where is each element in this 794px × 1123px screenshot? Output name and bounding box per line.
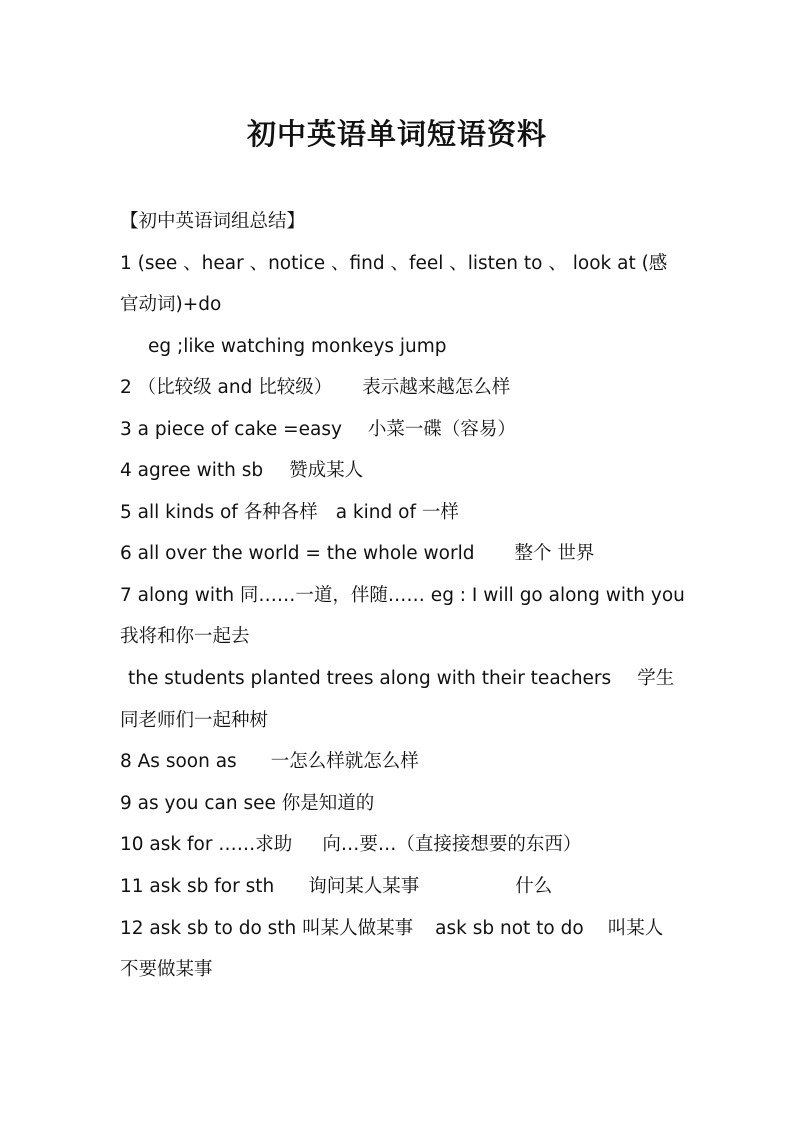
text-line: 官动词)+do (120, 294, 222, 315)
text-line: 2 （比较级 and 比较级） 表示越来越怎么样 (120, 377, 511, 398)
text-line: 12 ask sb to do sth 叫某人做某事 ask sb not to do 叫某人 (120, 918, 664, 939)
text-line: 4 agree with sb 赞成某人 (120, 460, 364, 481)
text-line: 7 along with 同……一道，伴随…… eg : I will go along with you (120, 585, 685, 606)
text-line: eg ;like watching monkeys jump (148, 336, 447, 357)
text-line: 10 ask for ……求助 向…要…（直接接想要的东西） (120, 834, 582, 855)
text-line: the students planted trees along with their teachers 学生 (128, 668, 675, 689)
document-title: 初中英语单词短语资料 (246, 117, 547, 151)
text-line: 不要做某事 (120, 959, 213, 980)
text-line: 9 as you can see 你是知道的 (120, 793, 375, 814)
text-line: 3 a piece of cake =easy 小菜一碟（容易） (120, 419, 516, 440)
text-line: 5 all kinds of 各种各样 a kind of 一样 (120, 502, 459, 523)
text-line: 6 all over the world = the whole world 整个 世界 (120, 543, 595, 564)
text-line: 11 ask sb for sth 询问某人某事 什么 (120, 876, 553, 897)
text-line: 我将和你一起去 (120, 626, 250, 647)
text-line: 同老师们一起种树 (120, 710, 269, 731)
text-line: 8 As soon as 一怎么样就怎么样 (120, 751, 419, 772)
text-line: 1 (see 、hear 、notice 、find 、feel 、listen to 、 look at (感 (120, 253, 668, 274)
section-header: 【初中英语词组总结】 (120, 211, 306, 232)
